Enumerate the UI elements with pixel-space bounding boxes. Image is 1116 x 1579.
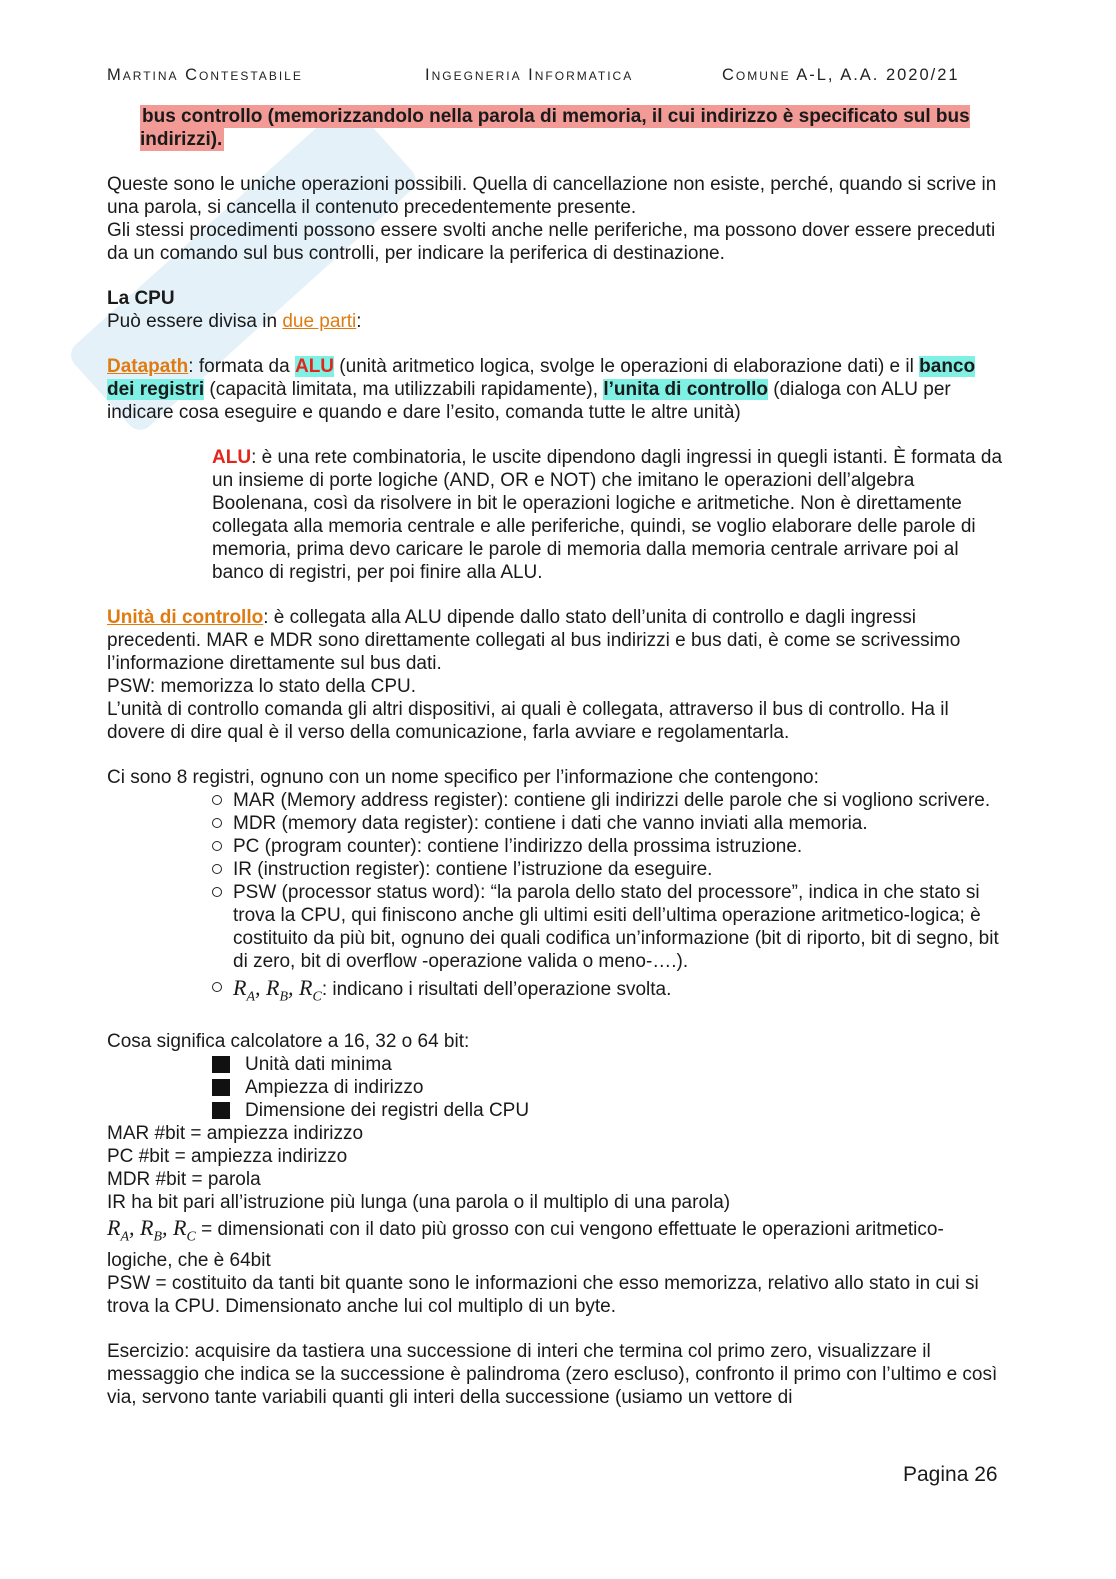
paragraph-peripherals: Gli stessi procedimenti possono essere svolti anche nelle periferiche, ma possono dover essere preceduti da un comando sul bus controlli, per indicare la periferica di destinazione. [107,220,996,264]
list-item: IR (instruction register): contiene l’istruzione da eseguire. [212,858,1007,881]
list-item: Dimensione dei registri della CPU [212,1099,1007,1122]
registers-intro: Ci sono 8 registri, ognuno con un nome specifico per l’informazione che contengono: [107,767,819,788]
header-author: Martina Contestabile [107,66,303,84]
header-course: Ingegneria Informatica [425,66,634,84]
circle-bullet-icon [212,818,222,828]
square-bullet-icon [212,1079,230,1096]
term-datapath: Datapath [107,356,189,377]
line-registers-r: $R_A$, $R_B$, $R_C$ = dimensionati con il dato più grosso con cui vengono effettuate le operazioni aritmetico-logiche, che è 64bit [107,1215,944,1271]
section-title-cpu: La CPU [107,288,175,309]
list-item: MAR (Memory address register): contiene gli indirizzi delle parole che si vogliono scrivere. [212,789,1007,812]
line-ir: IR ha bit pari all’istruzione più lunga (una parola o il multiplo di una parola) [107,1192,731,1214]
line-mdr: MDR #bit = parola [107,1169,261,1191]
registers-list [212,789,1007,1008]
list-item: PSW (processor status word): “la parola dello stato del processore”, indica in che stato si trova la CPU, qui finiscono anche gli ultimi esiti dell’ultima operazione aritmetico-logica; è costituito da più bit, ognuno dei quali codifica un’informazione (bit di riporto, bit di segno, bit di zero, bit di overflow -operazione valida o meno-….). [212,881,1007,973]
bits-list [212,1053,1007,1122]
page-number: Pagina 26 [903,1463,998,1486]
list-item: Unità dati minima [212,1053,1007,1076]
list-item: Ampiezza di indirizzo [212,1076,1007,1099]
term-unita-di-controllo: Unità di controllo [107,607,264,628]
square-bullet-icon [212,1102,230,1119]
term-alu: ALU [294,356,335,377]
line-pc: PC #bit = ampiezza indirizzo [107,1146,348,1168]
square-bullet-icon [212,1056,230,1073]
bits-intro: Cosa significa calcolatore a 16, 32 o 64 bit: [107,1031,470,1053]
header-info: Comune A-L, A.A. 2020/21 [722,66,960,84]
math-ra-rb-rc: $R_A$, $R_B$, $R_C$ [233,975,322,1005]
circle-bullet-icon [212,864,222,874]
circle-bullet-icon [212,982,222,992]
term-unita-controllo: l’unita di controllo [603,379,768,400]
paragraph-alu: ALU: è una rete combinatoria, le uscite dipendono dagli ingressi in quegli istanti. È formata da un insieme di porte logiche (AND, OR e NOT) che imitano le operazioni dell’algebra Boolenana, così da risolvere in bit le operazioni logiche e aritmetiche. Non è direttamente collegata alla memoria centrale e alle periferiche, quindi, se voglio elaborare delle parole di memoria, prima devo caricare le parole di memoria dalla memoria centrale arrivare poi al banco di registri, per poi finire alla ALU. [212,447,1003,583]
link-due-parti[interactable]: due parti [282,311,357,332]
term-alu-label: ALU [212,447,252,468]
circle-bullet-icon [212,887,222,897]
math-ra-rb-rc: $R_A$, $R_B$, $R_C$ [107,1215,196,1245]
highlighted-continuation: bus controllo (memorizzandolo nella parola di memoria, il cui indirizzo è specificato sul bus indirizzi). [140,106,970,150]
list-item: $R_A$, $R_B$, $R_C$: indicano i risultati dell’operazione svolta. [212,976,1007,1008]
list-item: MDR (memory data register): contiene i dati che vanno inviati alla memoria. [212,812,1007,835]
paragraph-exercise: Esercizio: acquisire da tastiera una successione di interi che termina col primo zero, visualizzare il messaggio che indica se la successione è palindroma (zero escluso), confronto il primo con l’ultimo e così via, servono tante variabili quanti gli interi della successione (usiamo un vettore di [107,1340,998,1408]
line-psw: PSW = costituito da tanti bit quante sono le informazioni che esso memorizza, relativo allo stato in cui si trova la CPU. Dimensionato anche lui col multiplo di un byte. [107,1272,979,1317]
page-content [107,105,1007,1409]
circle-bullet-icon [212,841,222,851]
paragraph-control-unit: Unità di controllo: è collegata alla ALU dipende dallo stato dell’unita di controllo e dagli ingressi precedenti. MAR e MDR sono direttamente collegati al bus indirizzi e bus dati, è come se scrivessimo l’informazione direttamente sul bus dati. [107,607,961,674]
paragraph-datapath: Datapath: formata da ALU (unità aritmetico logica, svolge le operazioni di elaborazione dati) e il banco dei registri (capacità limitata, ma utilizzabili rapidamente), l’unita di controllo (dialoga con ALU per indicare cosa eseguire e quando e dare l’esito, comanda tutte le altre unità) [107,356,976,423]
circle-bullet-icon [212,795,222,805]
paragraph-operations: Queste sono le uniche operazioni possibili. Quella di cancellazione non esiste, perché, quando si scrive in una parola, si cancella il contenuto precedentemente presente. [107,174,997,218]
list-item: PC (program counter): contiene l’indirizzo della prossima istruzione. [212,835,1007,858]
line-mar: MAR #bit = ampiezza indirizzo [107,1123,364,1145]
paragraph-psw: PSW: memorizza lo stato della CPU. [107,676,417,697]
paragraph-control-unit-commands: L’unità di controllo comanda gli altri dispositivi, ai quali è collegata, attraverso il bus di controllo. Ha il dovere di dire qual è il verso della comunicazione, farla avviare e regolamentarla. [107,699,949,743]
cpu-intro: Può essere divisa in due parti: [107,311,362,332]
term-banco-registri: banco dei registri [107,356,976,400]
